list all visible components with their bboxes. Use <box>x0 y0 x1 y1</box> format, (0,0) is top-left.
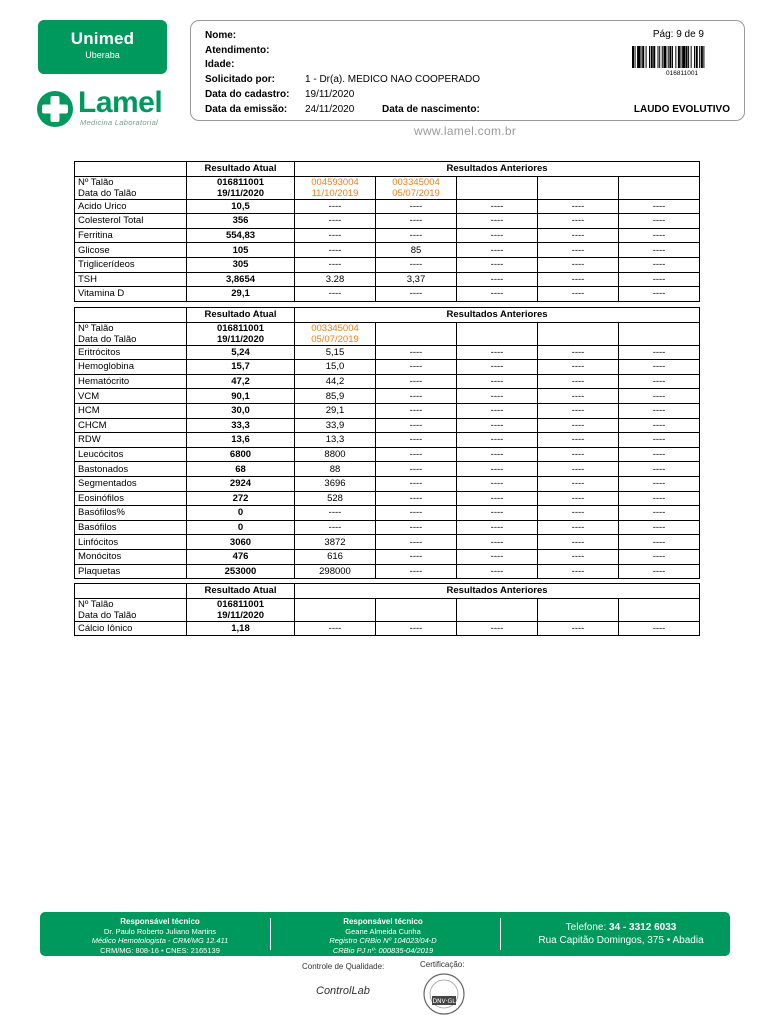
previous-value: 85,9 <box>295 389 376 404</box>
previous-value: 44,2 <box>295 374 376 389</box>
previous-value: ---- <box>376 287 457 302</box>
current-value: 2924 <box>187 476 295 491</box>
test-name: Colesterol Total <box>75 214 187 229</box>
current-value: 15,7 <box>187 360 295 375</box>
previous-talao-date: 05/07/2019 <box>392 187 440 199</box>
previous-value: ---- <box>538 462 619 477</box>
test-name: Basófilos <box>75 520 187 535</box>
talao-number-label: Nº Talão <box>78 598 114 610</box>
current-talao <box>187 322 295 345</box>
previous-talao-number: 003345004 <box>392 176 440 188</box>
previous-talao <box>619 176 700 199</box>
previous-talao <box>376 598 457 621</box>
previous-value: ---- <box>457 403 538 418</box>
previous-talao <box>619 322 700 345</box>
previous-talao-date: 05/07/2019 <box>311 333 359 345</box>
talao-label <box>75 176 187 199</box>
previous-value: ---- <box>457 621 538 636</box>
test-name: CHCM <box>75 418 187 433</box>
current-value: 1,18 <box>187 621 295 636</box>
table-row <box>75 621 700 636</box>
previous-value: ---- <box>538 360 619 375</box>
test-name: Vitamina D <box>75 287 187 302</box>
current-talao-number: 016811001 <box>216 322 265 334</box>
previous-value: 528 <box>295 491 376 506</box>
previous-value: 3,37 <box>376 272 457 287</box>
test-name: Triglicerídeos <box>75 257 187 272</box>
page-number: Pág: 9 de 9 <box>652 29 704 40</box>
table-row <box>75 374 700 389</box>
previous-talao-number: 003345004 <box>311 322 359 334</box>
table-row <box>75 214 700 229</box>
header-current-result: Resultado Atual <box>187 162 295 177</box>
certification-label: Certificação: <box>420 960 465 969</box>
previous-value: ---- <box>457 476 538 491</box>
current-talao-number: 016811001 <box>216 176 265 188</box>
lamel-name: Lamel <box>78 86 163 119</box>
previous-value: ---- <box>619 228 700 243</box>
table-row <box>75 257 700 272</box>
previous-value: ---- <box>376 257 457 272</box>
previous-value: ---- <box>619 418 700 433</box>
previous-value: ---- <box>538 403 619 418</box>
previous-value: ---- <box>376 345 457 360</box>
previous-value: ---- <box>457 272 538 287</box>
previous-talao <box>457 176 538 199</box>
unimed-logo <box>38 20 167 74</box>
test-name: Hemoglobina <box>75 360 187 375</box>
previous-value: 3872 <box>295 535 376 550</box>
header-previous-results: Resultados Anteriores <box>295 162 700 177</box>
previous-value: ---- <box>619 389 700 404</box>
table-row <box>75 476 700 491</box>
previous-talao <box>295 176 376 199</box>
test-name: Cálcio Iônico <box>75 621 187 636</box>
test-name: Leucócitos <box>75 447 187 462</box>
unimed-name: Unimed <box>70 29 135 48</box>
header-blank <box>75 584 187 599</box>
previous-value: ---- <box>538 287 619 302</box>
previous-value: ---- <box>457 491 538 506</box>
previous-value: ---- <box>295 506 376 521</box>
previous-value: ---- <box>538 520 619 535</box>
table-row <box>75 345 700 360</box>
previous-value: ---- <box>457 360 538 375</box>
previous-value: ---- <box>457 447 538 462</box>
previous-value: ---- <box>376 621 457 636</box>
previous-value: ---- <box>376 447 457 462</box>
previous-value: ---- <box>538 564 619 579</box>
test-name: Acido Urico <box>75 199 187 214</box>
current-value: 0 <box>187 506 295 521</box>
talao-row <box>75 322 700 345</box>
header-blank <box>75 308 187 323</box>
table-row <box>75 462 700 477</box>
previous-talao <box>457 322 538 345</box>
current-value: 47,2 <box>187 374 295 389</box>
previous-value: ---- <box>538 535 619 550</box>
current-value: 356 <box>187 214 295 229</box>
previous-value: ---- <box>457 549 538 564</box>
test-name: TSH <box>75 272 187 287</box>
footer-divider <box>500 918 501 950</box>
previous-value: 88 <box>295 462 376 477</box>
table-row <box>75 520 700 535</box>
test-name: Bastonados <box>75 462 187 477</box>
previous-value: ---- <box>619 272 700 287</box>
previous-value: ---- <box>376 491 457 506</box>
previous-value: ---- <box>457 243 538 258</box>
test-name: Glicose <box>75 243 187 258</box>
results-table-hemogram <box>74 307 700 579</box>
previous-talao <box>457 598 538 621</box>
current-value: 33,3 <box>187 418 295 433</box>
previous-value: ---- <box>295 257 376 272</box>
current-value: 6800 <box>187 447 295 462</box>
previous-talao <box>538 176 619 199</box>
previous-value: ---- <box>619 549 700 564</box>
table-row <box>75 491 700 506</box>
previous-value: ---- <box>538 374 619 389</box>
previous-value: ---- <box>538 389 619 404</box>
table-row <box>75 403 700 418</box>
previous-value: ---- <box>538 491 619 506</box>
footer-contact: Telefone: 34 - 3312 6033 Rua Capitão Domingos, 375 • Abadia <box>538 922 704 946</box>
previous-value: ---- <box>619 433 700 448</box>
previous-value: ---- <box>457 374 538 389</box>
previous-value: ---- <box>538 345 619 360</box>
report-type: LAUDO EVOLUTIVO <box>633 104 730 115</box>
previous-value: ---- <box>538 199 619 214</box>
current-talao-date: 19/11/2020 <box>216 187 265 199</box>
header-previous-results: Resultados Anteriores <box>295 308 700 323</box>
previous-value: ---- <box>619 199 700 214</box>
previous-value: ---- <box>376 199 457 214</box>
previous-value: ---- <box>457 228 538 243</box>
table-row <box>75 433 700 448</box>
test-name: Basófilos% <box>75 506 187 521</box>
previous-value: 3.28 <box>295 272 376 287</box>
current-value: 3060 <box>187 535 295 550</box>
previous-value: ---- <box>295 287 376 302</box>
test-name: RDW <box>75 433 187 448</box>
results-table-ionic-calcium <box>74 583 700 636</box>
previous-value: ---- <box>376 564 457 579</box>
table-row <box>75 549 700 564</box>
previous-value: ---- <box>538 447 619 462</box>
previous-value: ---- <box>376 520 457 535</box>
previous-value: ---- <box>376 374 457 389</box>
previous-value: ---- <box>295 199 376 214</box>
test-name: Eritrócitos <box>75 345 187 360</box>
previous-value: ---- <box>538 433 619 448</box>
talao-label <box>75 322 187 345</box>
previous-value: ---- <box>457 564 538 579</box>
previous-value: 5,15 <box>295 345 376 360</box>
table-header-row <box>75 162 700 177</box>
previous-value: ---- <box>457 287 538 302</box>
previous-value: ---- <box>619 345 700 360</box>
previous-value: ---- <box>538 214 619 229</box>
current-value: 13,6 <box>187 433 295 448</box>
footer-bar <box>40 912 730 956</box>
talao-date-label: Data do Talão <box>78 333 137 345</box>
footer-tech2: Responsável técnico Geane Almeida Cunha Registro CRBio Nº 104023/04-D CRBio PJ nº: 000835-04/2019 <box>329 917 437 955</box>
patient-info-box: Nome: Atendimento: Idade: Solicitado por: 1 - Dr(a). MEDICO NAO COOPERADO Data do cadastro: 19/11/2020 Data da emissão: 24/11/2020 Data de nascimento: LAUDO EVOLUTIVO Pág: 9 de 9 016811001 <box>190 20 745 121</box>
talao-date-label: Data do Talão <box>78 187 137 199</box>
quality-control-label: Controle de Qualidade: <box>302 962 385 971</box>
previous-value: ---- <box>457 214 538 229</box>
previous-talao <box>376 176 457 199</box>
current-value: 30,0 <box>187 403 295 418</box>
test-name: HCM <box>75 403 187 418</box>
previous-value: ---- <box>538 243 619 258</box>
table-row <box>75 389 700 404</box>
current-value: 3,8654 <box>187 272 295 287</box>
previous-value: ---- <box>457 535 538 550</box>
previous-value: ---- <box>619 243 700 258</box>
table-header-row <box>75 584 700 599</box>
barcode-number: 016811001 <box>666 70 699 77</box>
talao-date-label: Data do Talão <box>78 609 137 621</box>
previous-value: ---- <box>619 257 700 272</box>
previous-value: ---- <box>619 520 700 535</box>
previous-talao <box>619 598 700 621</box>
previous-value: ---- <box>538 476 619 491</box>
table-row <box>75 228 700 243</box>
previous-value: 29,1 <box>295 403 376 418</box>
previous-value: ---- <box>538 257 619 272</box>
previous-value: ---- <box>619 476 700 491</box>
lamel-cross-icon <box>36 90 74 128</box>
previous-value: ---- <box>457 199 538 214</box>
previous-value: 33,9 <box>295 418 376 433</box>
previous-value: ---- <box>376 360 457 375</box>
previous-value: ---- <box>457 506 538 521</box>
previous-talao <box>295 322 376 345</box>
previous-value: ---- <box>457 462 538 477</box>
table-row <box>75 535 700 550</box>
current-value: 476 <box>187 549 295 564</box>
table-row <box>75 243 700 258</box>
previous-value: 85 <box>376 243 457 258</box>
previous-value: ---- <box>457 520 538 535</box>
previous-value: ---- <box>376 549 457 564</box>
previous-value: ---- <box>457 433 538 448</box>
current-talao-date: 19/11/2020 <box>216 609 265 621</box>
current-value: 90,1 <box>187 389 295 404</box>
header-previous-results: Resultados Anteriores <box>295 584 700 599</box>
table-row <box>75 447 700 462</box>
previous-value: ---- <box>376 403 457 418</box>
previous-value: ---- <box>295 214 376 229</box>
test-name: Eosinófilos <box>75 491 187 506</box>
talao-number-label: Nº Talão <box>78 176 114 188</box>
previous-value: ---- <box>376 476 457 491</box>
footer-tech1: Responsável técnico Dr. Paulo Roberto Juliano Martins Médico Hemotologista - CRM/MG 12.411 CRM/MG: 808-16 • CNES: 2165139 <box>91 917 229 955</box>
previous-value: ---- <box>619 462 700 477</box>
talao-row <box>75 598 700 621</box>
previous-value: ---- <box>295 228 376 243</box>
header-current-result: Resultado Atual <box>187 308 295 323</box>
previous-value: ---- <box>376 506 457 521</box>
current-value: 10,5 <box>187 199 295 214</box>
current-value: 5,24 <box>187 345 295 360</box>
table-row <box>75 199 700 214</box>
header-blank <box>75 162 187 177</box>
previous-value: 13,3 <box>295 433 376 448</box>
previous-value: ---- <box>457 418 538 433</box>
dnv-certification-seal-icon <box>422 972 466 1016</box>
previous-value: ---- <box>619 287 700 302</box>
previous-talao <box>538 598 619 621</box>
table-row <box>75 506 700 521</box>
talao-label <box>75 598 187 621</box>
current-value: 253000 <box>187 564 295 579</box>
previous-value: 298000 <box>295 564 376 579</box>
footer-divider <box>270 918 271 950</box>
current-talao-date: 19/11/2020 <box>216 333 265 345</box>
previous-value: 3696 <box>295 476 376 491</box>
test-name: Ferritina <box>75 228 187 243</box>
previous-value: ---- <box>538 621 619 636</box>
previous-value: ---- <box>538 549 619 564</box>
previous-value: ---- <box>295 243 376 258</box>
previous-value: ---- <box>619 360 700 375</box>
previous-value: ---- <box>538 228 619 243</box>
previous-value: ---- <box>295 621 376 636</box>
unimed-city: Uberaba <box>85 50 120 60</box>
previous-value: ---- <box>619 214 700 229</box>
current-talao <box>187 598 295 621</box>
previous-talao-date: 11/10/2019 <box>311 187 359 199</box>
previous-talao <box>295 598 376 621</box>
test-name: Linfócitos <box>75 535 187 550</box>
test-name: Hematócrito <box>75 374 187 389</box>
table-row <box>75 418 700 433</box>
previous-value: ---- <box>619 374 700 389</box>
previous-value: ---- <box>376 418 457 433</box>
previous-value: ---- <box>457 257 538 272</box>
previous-value: ---- <box>376 433 457 448</box>
previous-value: ---- <box>457 389 538 404</box>
table-row <box>75 272 700 287</box>
talao-row <box>75 176 700 199</box>
previous-value: 8800 <box>295 447 376 462</box>
header-current-result: Resultado Atual <box>187 584 295 599</box>
previous-value: 15,0 <box>295 360 376 375</box>
results-table-biochemistry <box>74 161 700 302</box>
current-value: 68 <box>187 462 295 477</box>
previous-talao <box>538 322 619 345</box>
current-value: 29,1 <box>187 287 295 302</box>
test-name: VCM <box>75 389 187 404</box>
previous-talao <box>376 322 457 345</box>
table-row <box>75 564 700 579</box>
previous-value: ---- <box>376 389 457 404</box>
current-talao <box>187 176 295 199</box>
previous-value: ---- <box>295 520 376 535</box>
seal-text: DNV·GL <box>432 998 456 1005</box>
previous-value: ---- <box>619 535 700 550</box>
current-value: 105 <box>187 243 295 258</box>
current-talao-number: 016811001 <box>216 598 265 610</box>
previous-value: ---- <box>376 535 457 550</box>
current-value: 305 <box>187 257 295 272</box>
previous-value: ---- <box>376 214 457 229</box>
previous-value: ---- <box>376 462 457 477</box>
lamel-tagline: Medicina Laboratorial <box>80 118 159 127</box>
test-name: Segmentados <box>75 476 187 491</box>
previous-talao-number: 004593004 <box>311 176 359 188</box>
previous-value: ---- <box>538 418 619 433</box>
test-name: Monócitos <box>75 549 187 564</box>
previous-value: ---- <box>457 345 538 360</box>
previous-value: ---- <box>538 272 619 287</box>
talao-number-label: Nº Talão <box>78 322 114 334</box>
previous-value: ---- <box>538 506 619 521</box>
current-value: 554,83 <box>187 228 295 243</box>
previous-value: ---- <box>619 506 700 521</box>
birth-date-label: Data de nascimento: <box>382 104 480 115</box>
current-value: 0 <box>187 520 295 535</box>
previous-value: 616 <box>295 549 376 564</box>
previous-value: ---- <box>619 491 700 506</box>
controllab-logo: ControlLab <box>316 985 370 997</box>
barcode <box>632 46 730 68</box>
previous-value: ---- <box>376 228 457 243</box>
previous-value: ---- <box>619 621 700 636</box>
previous-value: ---- <box>619 403 700 418</box>
previous-value: ---- <box>619 564 700 579</box>
previous-value: ---- <box>619 447 700 462</box>
table-header-row <box>75 308 700 323</box>
test-name: Plaquetas <box>75 564 187 579</box>
current-value: 272 <box>187 491 295 506</box>
table-row <box>75 287 700 302</box>
website: www.lamel.com.br <box>414 124 517 138</box>
lamel-logo <box>36 88 171 130</box>
table-row <box>75 360 700 375</box>
